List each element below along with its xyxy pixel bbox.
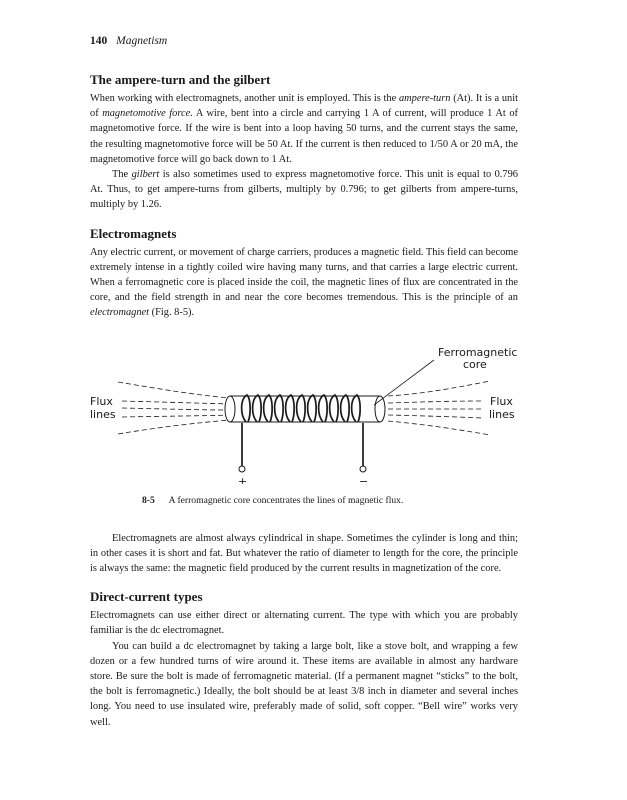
coil-turn <box>286 395 295 422</box>
page-number: 140 <box>90 35 108 47</box>
coil-leads <box>242 423 363 466</box>
section-electromagnets-continued <box>90 531 518 577</box>
caption-text: A ferromagnetic core concentrates the lines of magnetic flux. <box>168 494 404 506</box>
flux-line <box>388 415 482 418</box>
figure-8-5 <box>90 339 518 509</box>
label-flux-left-line1: Flux <box>90 394 113 408</box>
flux-lines-right <box>388 381 490 435</box>
label-flux-left-line2: lines <box>90 407 116 421</box>
section-ampere-turn <box>90 71 518 213</box>
flux-line <box>118 382 230 398</box>
flux-line <box>122 415 230 417</box>
core-pointer-line <box>374 360 434 405</box>
figure-caption <box>142 494 403 507</box>
coil-turn <box>308 395 317 422</box>
flux-lines-left <box>118 382 230 434</box>
flux-line <box>388 421 490 435</box>
label-flux-right-line1: Flux <box>490 394 513 408</box>
label-core-line2: core <box>463 357 487 371</box>
electromagnet-diagram <box>90 339 518 484</box>
label-terminal-minus: − <box>359 474 369 484</box>
terminal-negative <box>360 466 366 472</box>
label-terminal-plus: + <box>238 474 248 484</box>
coil-turn <box>242 395 251 422</box>
section-heading: The ampere-turn and the gilbert <box>90 72 271 87</box>
coil-turn <box>275 395 284 422</box>
flux-line <box>122 408 230 410</box>
flux-line <box>118 420 230 434</box>
wire-coil <box>242 395 361 422</box>
paragraph: When working with electromagnets, another unit is employed. This is the ampere-turn (At). It is a unit of magnetomotive force. A wire, bent into a circle and carrying 1 A of current, will produce 1 At of magnetomotive force. If the wire is bent into a loop having 50 turns, and the current stays the same, the resulting magnetomotive force will be 50 At. If the current is then reduced to 1/50 A or 20 mA, the magnetomotive force will go back down to 1 At. <box>90 93 519 165</box>
paragraph: Electromagnets can use either direct or alternating current. The type with which you are probably familiar is the dc electromagnet. <box>90 610 518 637</box>
section-heading: Direct-current types <box>90 589 203 605</box>
flux-line <box>388 401 482 403</box>
label-core-line1: Ferromagnetic <box>438 345 518 359</box>
chapter-title: Magnetism <box>116 35 168 47</box>
coil-turn <box>319 395 328 422</box>
section-heading: Electromagnets <box>90 225 177 241</box>
coil-turn <box>253 395 262 422</box>
section-direct-current <box>90 588 518 730</box>
book-page <box>90 30 518 730</box>
flux-line <box>122 401 230 404</box>
paragraph: Any electric current, or movement of charge carriers, produces a magnetic field. This field can become extremely intense in a tightly coiled wire having many turns, and that carries a large electric current. When a ferromagnetic core is placed inside the coil, the magnetic lines of flux are concentrated in the core, and the field strength in and near the core becomes tremendous. This is the principle of an electromagnet (Fig. 8-5). <box>90 246 518 319</box>
section-electromagnets <box>90 225 518 321</box>
figure-number: 8-5 <box>142 494 155 506</box>
running-head <box>90 34 518 50</box>
coil-turn <box>341 395 350 422</box>
paragraph: Electromagnets are almost always cylindrical in shape. Sometimes the cylinder is long and thin; in other cases it is short and fat. But whatever the ratio of diameter to length for the core, the principle is always the same: the magnetic field produced by the current results in magnetization of the core. <box>90 532 518 575</box>
paragraph: You can build a dc electromagnet by taking a large bolt, like a stove bolt, and wrapping a few dozen or a few hundred turns of wire around it. These items are available in almost any hardware store. Be sure the bolt is made of ferromagnetic material. (If a permanent magnet “sticks” to the bolt, the bolt is ferromagnetic.) Ideally, the bolt should be at least 3/8 inch in diameter and several inches long. You need to use insulated wire, preferably made of solid, soft copper. “Bell wire” works very well. <box>90 640 518 728</box>
coil-turn <box>330 395 339 422</box>
label-flux-right-line2: lines <box>489 407 515 421</box>
paragraph: The gilbert is also sometimes used to express magnetomotive force. This unit is equal to 0.796 At. Thus, to get ampere-turns from gilberts, multiply by 0.796; to get gilberts from ampere-turns, multiply by 1.26. <box>90 169 518 211</box>
coil-turn <box>297 395 306 422</box>
coil-turn <box>352 395 361 422</box>
terminal-positive <box>239 466 245 472</box>
coil-turn <box>264 395 273 422</box>
